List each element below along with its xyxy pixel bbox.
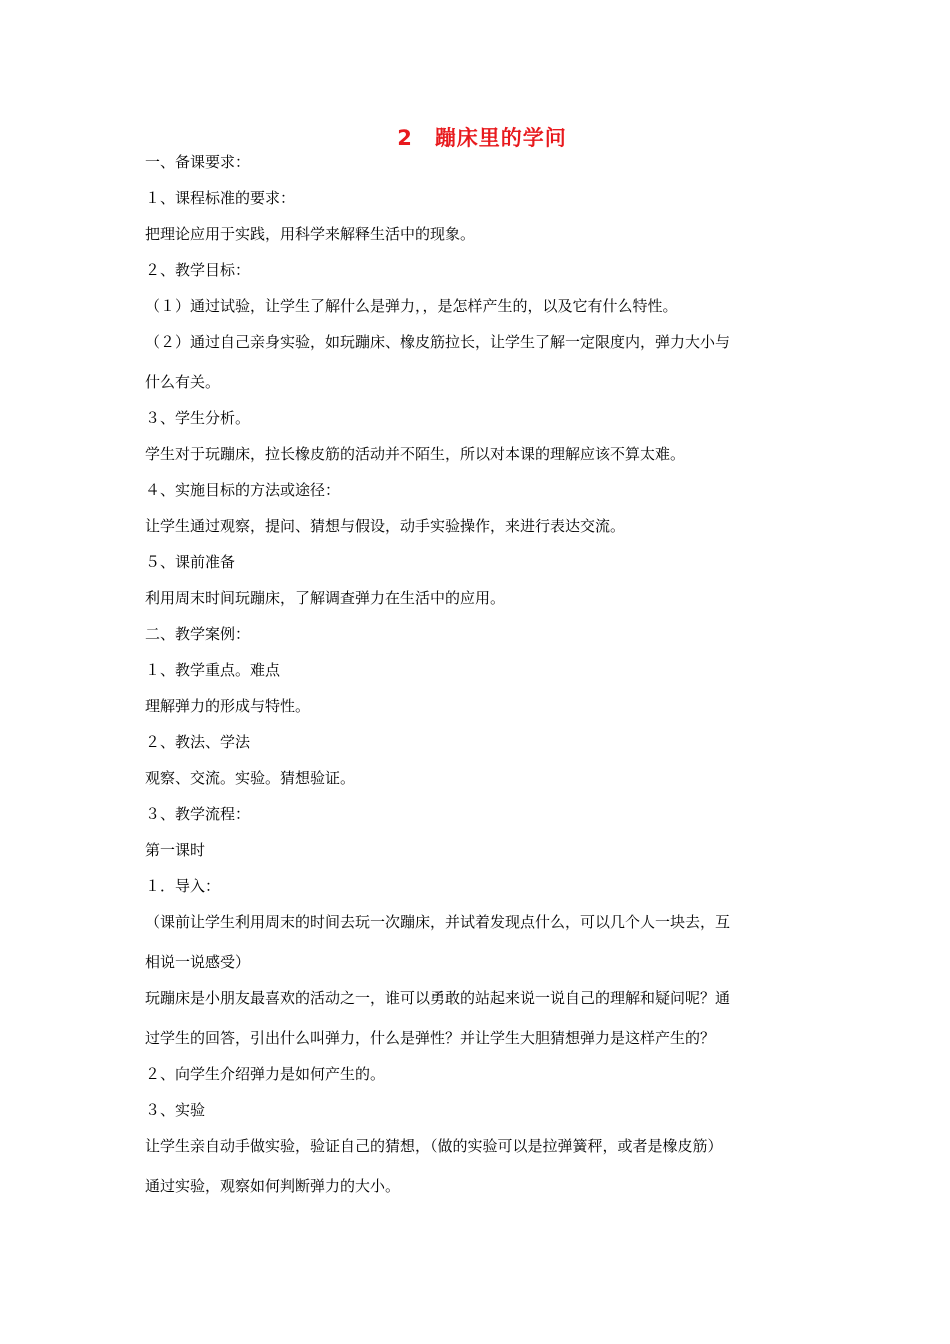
title-number: 2	[397, 126, 413, 150]
subheading-experiment: ３、实验	[145, 1101, 206, 1119]
paragraph: 过学生的回答，引出什么叫弹力，什么是弹性？并让学生大胆猜想弹力是这样产生的？	[145, 1029, 716, 1047]
subheading-key-points: １、教学重点。难点	[145, 661, 281, 679]
paragraph: 利用周末时间玩蹦床，了解调查弹力在生活中的应用。	[145, 589, 506, 607]
paragraph: 理解弹力的形成与特性。	[145, 697, 311, 715]
paragraph: （２）通过自己亲身实验，如玩蹦床、橡皮筋拉长，让学生了解一定限度内，弹力大小与	[145, 333, 731, 351]
title-text: 蹦床里的学问	[434, 126, 567, 150]
paragraph: ２、向学生介绍弹力是如何产生的。	[145, 1065, 386, 1083]
subheading-intro: １．导入：	[145, 877, 221, 895]
subheading-standard: １、课程标准的要求：	[145, 189, 296, 207]
paragraph: 通过实验，观察如何判断弹力的大小。	[145, 1177, 401, 1195]
subheading-process: ３、教学流程：	[145, 805, 251, 823]
document-title	[0, 122, 950, 152]
lesson-label: 第一课时	[145, 841, 206, 859]
paragraph: （课前让学生利用周末的时间去玩一次蹦床，并试着发现点什么，可以几个人一块去，互	[145, 913, 731, 931]
subheading-student-analysis: ３、学生分析。	[145, 409, 251, 427]
paragraph: 把理论应用于实践，用科学来解释生活中的现象。	[145, 225, 476, 243]
paragraph: 观察、交流。实验。猜想验证。	[145, 769, 356, 787]
subheading-teaching-methods: ２、教法、学法	[145, 733, 251, 751]
paragraph: 学生对于玩蹦床，拉长橡皮筋的活动并不陌生，所以对本课的理解应该不算太难。	[145, 445, 686, 463]
section-heading-prep: 一、备课要求：	[145, 153, 251, 171]
subheading-goals: ２、教学目标：	[145, 261, 251, 279]
subheading-methods: ４、实施目标的方法或途径：	[145, 481, 341, 499]
section-heading-case: 二、教学案例：	[145, 625, 251, 643]
paragraph: 什么有关。	[145, 373, 221, 391]
subheading-preparation: ５、课前准备	[145, 553, 236, 571]
paragraph: （１）通过试验，让学生了解什么是弹力，，是怎样产生的，以及它有什么特性。	[145, 297, 678, 315]
paragraph: 让学生亲自动手做实验，验证自己的猜想，（做的实验可以是拉弹簧秤，或者是橡皮筋）	[145, 1137, 723, 1155]
paragraph: 玩蹦床是小朋友最喜欢的活动之一，谁可以勇敢的站起来说一说自己的理解和疑问呢？通	[145, 989, 731, 1007]
paragraph: 让学生通过观察，提问、猜想与假设，动手实验操作，来进行表达交流。	[145, 517, 626, 535]
paragraph: 相说一说感受）	[145, 953, 251, 971]
